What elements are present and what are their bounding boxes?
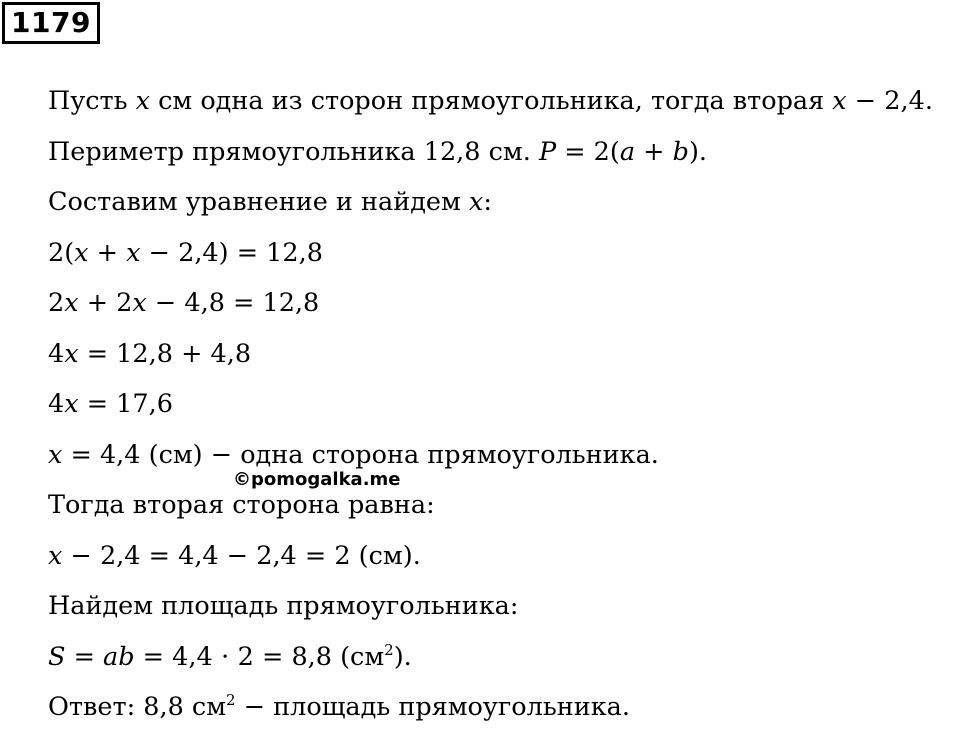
- solution-line: 2(𝑥 + 𝑥 − 2,4) = 12,8: [48, 237, 323, 268]
- solution-line: 𝑥 = 4,4 (см) − одна сторона прямоугольника.: [48, 439, 659, 470]
- answer-line: [48, 682, 953, 733]
- problem-number: 1179: [2, 2, 100, 44]
- solution-line: 4𝑥 = 12,8 + 4,8: [48, 338, 252, 369]
- solution-line: 𝑥 − 2,4 = 4,4 − 2,4 = 2 (см).: [48, 540, 421, 571]
- solution-line: Периметр прямоугольника 12,8 см. 𝑃 = 2(𝑎 + 𝑏).: [48, 136, 708, 167]
- area-formula-main: 𝑆 = 𝑎𝑏 = 4,4 ⋅ 2 = 8,8 (см: [48, 641, 385, 672]
- area-formula-exponent: 2: [384, 640, 394, 659]
- area-formula-line: [48, 632, 953, 683]
- solution-line: 4𝑥 = 17,6: [48, 389, 173, 419]
- answer-end: − площадь прямоугольника.: [235, 692, 630, 722]
- solution-line: Пусть 𝑥 см одна из сторон прямоугольника, тогда вторая 𝑥 − 2,4.: [48, 86, 933, 116]
- watermark: ©pomogalka.me: [233, 469, 401, 490]
- answer-exponent: 2: [226, 691, 236, 709]
- solution-line: Составим уравнение и найдем 𝑥:: [48, 187, 492, 217]
- solution-line: 2𝑥 + 2𝑥 − 4,8 = 12,8: [48, 288, 320, 318]
- solution-text: [48, 76, 953, 733]
- area-formula-end: ).: [393, 641, 412, 672]
- solution-line: Найдем площадь прямоугольника:: [48, 591, 519, 621]
- answer-main: Ответ: 8,8 см: [48, 692, 227, 722]
- solution-line: Тогда вторая сторона равна:: [48, 490, 435, 520]
